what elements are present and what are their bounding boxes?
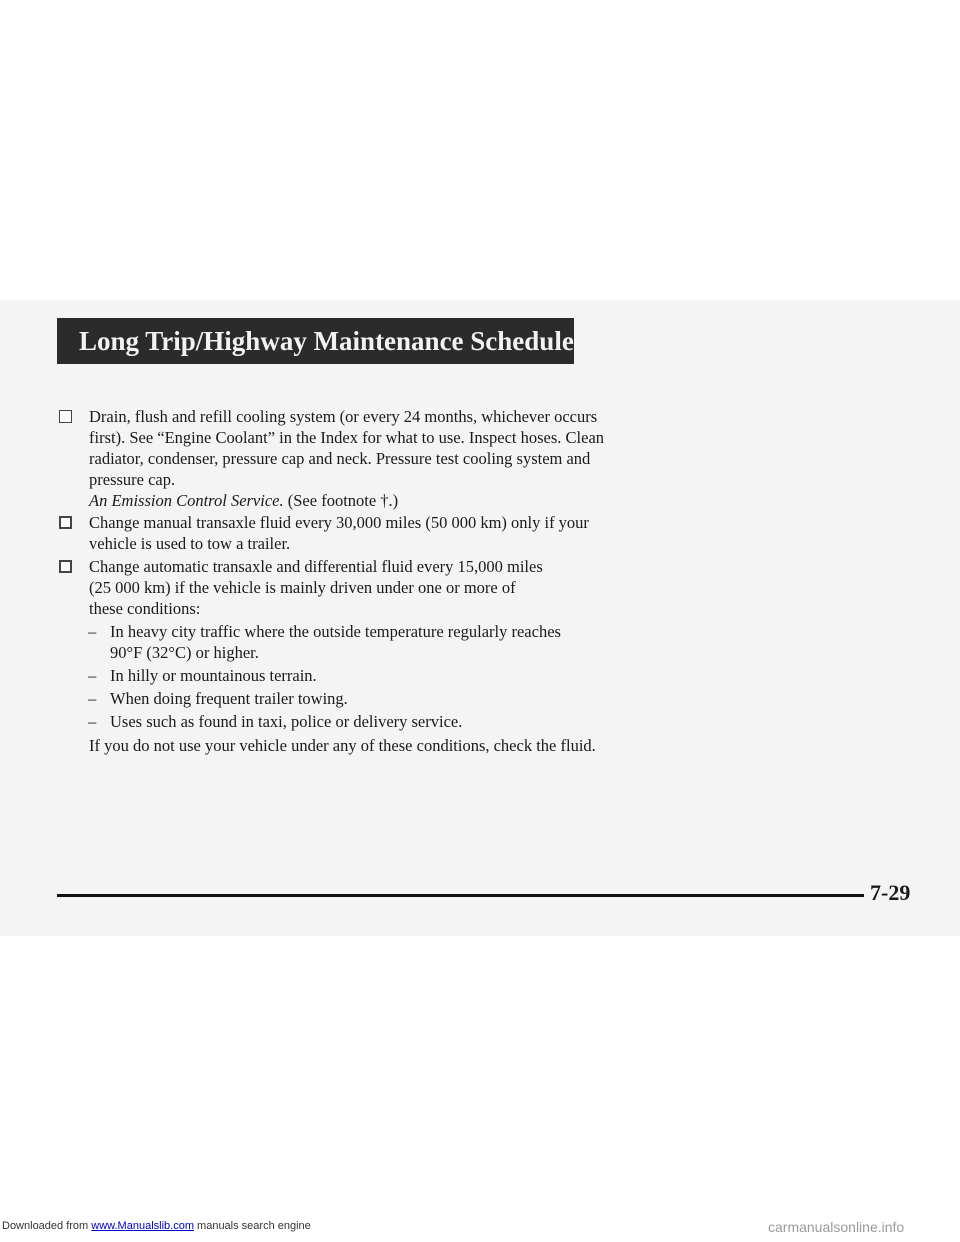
list-item-cooling-system [89, 406, 679, 511]
item-text-line: radiator, condenser, pressure cap and neck. Pressure test cooling system and [89, 449, 591, 468]
dash-bullet: – [88, 712, 97, 731]
checkbox-icon[interactable] [59, 410, 72, 423]
condition-item [88, 665, 650, 686]
emission-label: An Emission Control Service. [89, 491, 284, 510]
manual-page [0, 300, 960, 936]
emission-note [89, 490, 679, 511]
item-text-line: (25 000 km) if the vehicle is mainly driven under one or more of [89, 578, 516, 597]
manualslib-link[interactable]: www.Manualslib.com [91, 1220, 194, 1232]
footer-prefix: Downloaded from [2, 1220, 92, 1232]
condition-item [88, 711, 650, 732]
download-footer [2, 1220, 311, 1232]
item-text-line: Change automatic transaxle and differential fluid every 15,000 miles [89, 557, 543, 576]
condition-item [88, 688, 650, 709]
condition-item [88, 621, 650, 663]
item-text-line: these conditions: [89, 599, 201, 618]
list-item-manual-transaxle [89, 512, 679, 554]
closing-note: If you do not use your vehicle under any of these conditions, check the fluid. [89, 736, 596, 755]
item-text-line: Drain, flush and refill cooling system (or every 24 months, whichever occurs [89, 407, 598, 426]
condition-text-line: Uses such as found in taxi, police or delivery service. [110, 712, 463, 731]
dash-bullet: – [88, 689, 97, 708]
page-number: 7-29 [870, 880, 911, 905]
condition-text-line: When doing frequent trailer towing. [110, 689, 348, 708]
dash-bullet: – [88, 622, 97, 641]
list-item-automatic-transaxle [89, 556, 679, 619]
item-text-line: vehicle is used to tow a trailer. [89, 534, 291, 553]
footer-rule [57, 894, 864, 897]
item-text-line: pressure cap. [89, 470, 176, 489]
condition-text-line: In heavy city traffic where the outside temperature regularly reaches [110, 622, 561, 641]
item-text-line: Change manual transaxle fluid every 30,000 miles (50 000 km) only if your [89, 513, 589, 532]
dash-bullet: – [88, 666, 97, 685]
footer-suffix: manuals search engine [193, 1220, 311, 1232]
condition-text-line: In hilly or mountainous terrain. [110, 666, 317, 685]
footnote-reference: (See footnote †.) [283, 491, 399, 510]
site-watermark: carmanualsonline.info [768, 1219, 905, 1235]
condition-text-line: 90°F (32°C) or higher. [110, 643, 259, 662]
section-title: Long Trip/Highway Maintenance Schedule [57, 318, 574, 364]
item-text-line: first). See “Engine Coolant” in the Index for what to use. Inspect hoses. Clean [89, 428, 605, 447]
checkbox-icon[interactable] [59, 516, 72, 529]
checkbox-icon[interactable] [59, 560, 72, 573]
